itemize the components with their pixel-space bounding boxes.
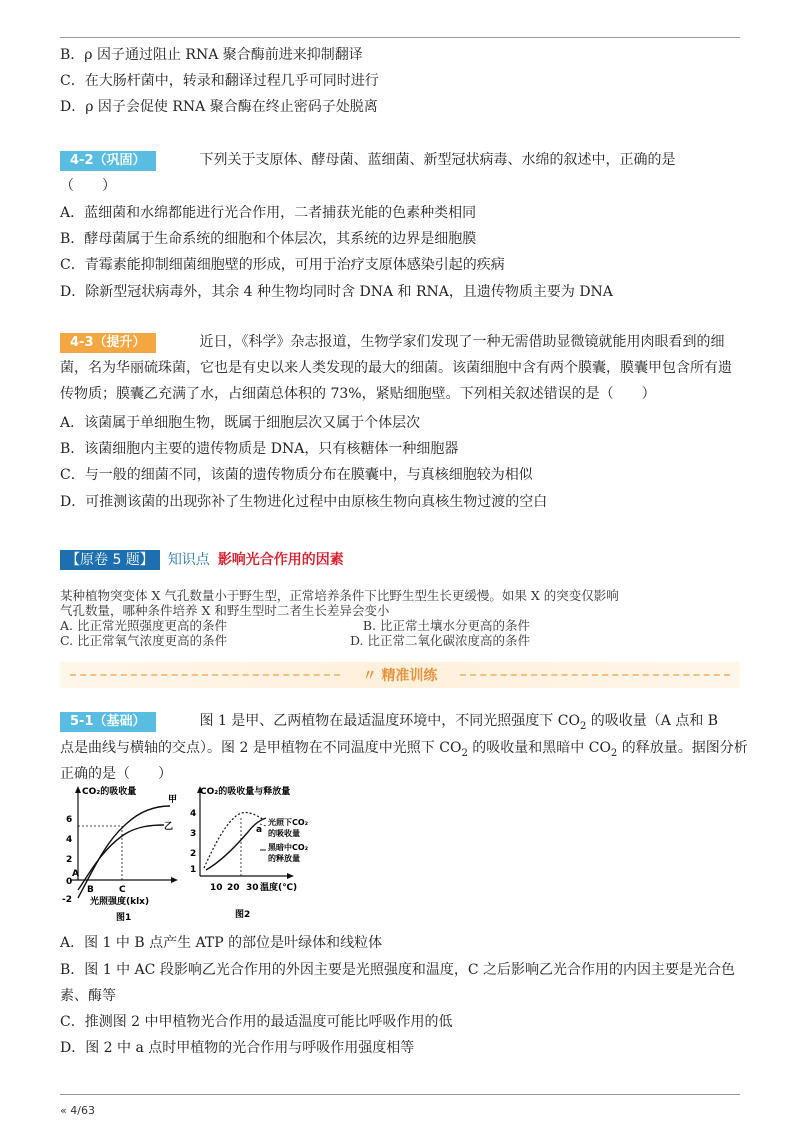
fig2-x-arrow-icon [287, 873, 294, 879]
q5-1-tag: 5-1（基础） [60, 712, 156, 732]
fig1-curve2-label: 乙 [164, 822, 174, 832]
footer-rule [60, 1094, 740, 1095]
q5-1-stem-2b: 的吸收量和黑暗中 CO [467, 740, 611, 756]
original-question-5 [60, 588, 620, 648]
q5-1-stem-1: 图 1 是甲、乙两植物在最适温度环境中，不同光照强度下 CO [199, 713, 580, 729]
fig1-ytick-6: 6 [66, 815, 73, 825]
q4-3-option-d[interactable]: D．可推测该菌的出现弥补了生物进化过程中由原核生物向真核生物过渡的空白 [60, 494, 548, 510]
fig1-curve1-label: 甲 [168, 795, 178, 805]
q4-1-option-d[interactable]: D．ρ 因子会促使 RNA 聚合酶在终止密码子处脱离 [60, 99, 378, 115]
fig1-ytick-2: 2 [66, 855, 73, 865]
header-rule [60, 37, 740, 38]
practice-band [60, 662, 740, 688]
q4-3-tag: 4-3（提升） [60, 333, 156, 353]
page-number: 4/63 [70, 1104, 95, 1117]
band-mark-icon: 〃 [362, 668, 377, 684]
q4-3-option-b[interactable]: B．该菌细胞内主要的遗传物质是 DNA，只有核糖体一种细胞器 [60, 441, 459, 457]
q5-1-option-b[interactable]: B．图 1 中 AC 段影响乙光合作用的外因主要是光照强度和温度，C 之后影响乙光合作用的内因主要是光合色素、酶等 [60, 962, 735, 1004]
fig2-ytick-4: 4 [190, 809, 197, 819]
fig2-caption: 图2 [235, 910, 251, 920]
fig1-point-a: A [72, 869, 79, 879]
section-label: 【原卷 5 题】 [60, 550, 160, 570]
fig1-y-arrow-icon [75, 786, 81, 793]
footer-chevron-icon: « [60, 1104, 67, 1117]
q5-1-stem-line1 [60, 711, 718, 737]
original-q5-option-b[interactable]: B. 比正常土壤水分更高的条件 [362, 618, 530, 633]
q4-2-stem-text: 下列关于支原体、酵母菌、蓝细菌、新型冠状病毒、水绵的叙述中，正确的是 [199, 152, 676, 168]
q5-1-sub-c: 2 [610, 747, 618, 759]
fig2-curve-light [204, 813, 264, 868]
q5-1-stem-2c: 的释放量。据图分析 [617, 740, 748, 756]
fig2-legend2b: 的释放量 [268, 854, 300, 863]
fig1-ytick-0: 0 [66, 877, 73, 887]
original-q5-options-row1 [60, 618, 530, 633]
fig2-legend2a: 黑暗中CO₂ [268, 843, 309, 852]
fig2-xtick-10: 10 [210, 883, 223, 893]
fig2-point-a: a [256, 825, 263, 835]
q4-2-stem [60, 150, 676, 171]
q5-1-figures [60, 780, 310, 926]
band-title-wrap [60, 665, 740, 685]
fig2-xtick-30: 30 [246, 883, 259, 893]
section-topic: 影响光合作用的因素 [217, 552, 344, 568]
q5-1-option-c[interactable]: C．推测图 2 中甲植物光合作用的最适温度可能比呼吸作用的低 [60, 1014, 453, 1030]
q4-2-option-d[interactable]: D．除新型冠状病毒外，其余 4 种生物均同时含 DNA 和 RNA，且遗传物质主要为 DNA [60, 284, 613, 300]
q4-1-option-c[interactable]: C．在大肠杆菌中，转录和翻译过程几乎可同时进行 [60, 73, 379, 89]
fig2-ytick-1: 1 [190, 865, 197, 875]
figure-1 [62, 785, 178, 923]
fig1-caption: 图1 [116, 913, 132, 923]
original-q5-option-d[interactable]: D. 比正常二氧化碳浓度高的条件 [349, 633, 530, 648]
fig2-legend1b: 的吸收量 [268, 829, 300, 838]
q5-1-option-a[interactable]: A．图 1 中 B 点产生 ATP 的部位是叶绿体和线粒体 [60, 935, 383, 951]
q5-1-stem-line2 [60, 738, 748, 764]
fig2-ylabel: CO₂的吸收量与释放量 [200, 787, 291, 797]
fig1-xlabel: 光照强度(klx) [90, 897, 150, 907]
section-header [60, 549, 344, 569]
fig1-point-b: B [87, 885, 94, 895]
q5-1-sub-a: 2 [579, 720, 587, 732]
q4-3-option-a[interactable]: A．该菌属于单细胞生物，既属于细胞层次又属于个体层次 [60, 415, 421, 431]
q5-1-stem-1b: 的吸收量（A 点和 B [586, 713, 719, 729]
fig2-ytick-3: 3 [190, 829, 197, 839]
fig1-point-c: C [119, 885, 126, 895]
fig2-ytick-2: 2 [190, 849, 197, 859]
fig1-ylabel: CO₂的吸收量 [82, 787, 137, 797]
band-title: 精准训练 [381, 668, 438, 684]
original-q5-options-row2 [60, 633, 530, 648]
q4-2-tag: 4-2（巩固） [60, 151, 156, 171]
q4-2-option-b[interactable]: B．酵母菌属于生命系统的细胞和个体层次，其系统的边界是细胞膜 [60, 231, 477, 247]
q4-1-option-b[interactable]: B．ρ 因子通过阻止 RNA 聚合酶前进来抑制翻译 [60, 47, 363, 63]
q4-3-stem [60, 329, 740, 407]
q5-1-stem-line3: 正确的是（ ） [60, 766, 172, 782]
figure-2 [190, 785, 309, 920]
q4-2-option-a[interactable]: A．蓝细菌和水绵都能进行光合作用，二者捕获光能的色素种类相同 [60, 205, 477, 221]
q5-1-sub-b: 2 [461, 747, 468, 759]
q4-3-stem-text: 近日，《科学》杂志报道，生物学家们发现了一种无需借助显微镜就能用肉眼看到的细菌，名为华丽硫珠菌，它也是有史以来人类发现的最大的细菌。该菌细胞中含有两个膜囊，膜囊甲包含所有遗传物质；膜囊乙充满了水，占细菌总体积的 73%，紧贴细胞壁。下列相关叙述错误的是（ ） [60, 334, 732, 402]
fig2-legend1a: 光照下CO₂ [268, 818, 309, 827]
q4-2-option-c[interactable]: C．青霉素能抑制细菌细胞壁的形成，可用于治疗支原体感染引起的疾病 [60, 257, 505, 273]
fig1-ytick-4: 4 [66, 835, 73, 845]
q4-3-option-c[interactable]: C．与一般的细菌不同，该菌的遗传物质分布在膜囊中，与真核细胞较为相似 [60, 467, 533, 483]
original-q5-stem: 某种植物突变体 X 气孔数量小于野生型，正常培养条件下比野生型生长更缓慢。如果 X 的突变仅影响气孔数量，哪种条件培养 X 和野生型时二者生长差异会变小 [60, 588, 619, 618]
q5-1-stem-2: 点是曲线与横轴的交点）。图 2 是甲植物在不同温度中光照下 CO [60, 740, 462, 756]
q4-2-paren: （ ） [60, 178, 116, 194]
fig1-ytick-neg2: -2 [62, 895, 72, 905]
q5-1-option-d[interactable]: D．图 2 中 a 点时甲植物的光合作用与呼吸作用强度相等 [60, 1040, 415, 1056]
original-q5-option-c[interactable]: C. 比正常氧气浓度更高的条件 [60, 633, 228, 648]
section-kp: 知识点 [167, 552, 210, 568]
fig2-xtick-20: 20 [227, 883, 240, 893]
original-q5-option-a[interactable]: A. 比正常光照强度更高的条件 [60, 618, 227, 633]
fig2-xlabel: 温度(℃) [260, 883, 298, 893]
fig1-x-arrow-icon [171, 877, 178, 883]
footer [60, 1104, 95, 1117]
